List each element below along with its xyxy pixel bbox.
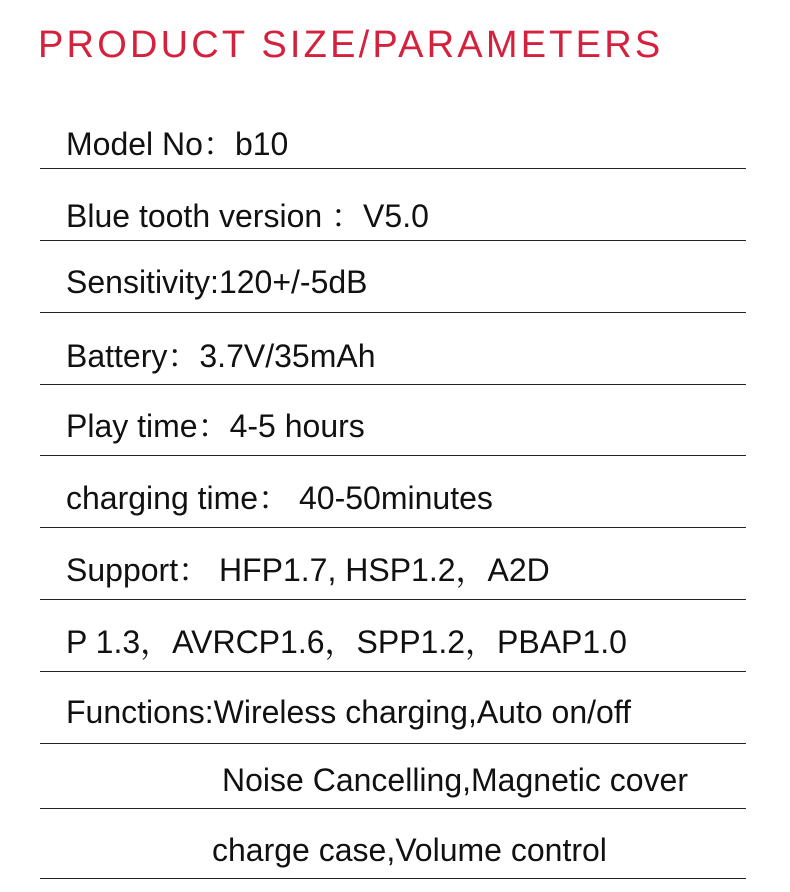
param-row-functions-2	[40, 756, 746, 809]
param-row-support-continued	[40, 616, 746, 672]
param-row-functions-3	[40, 826, 746, 879]
param-row-model	[40, 120, 746, 169]
param-support-continued: P 1.3，AVRCP1.6，SPP1.2，PBAP1.0	[66, 624, 627, 660]
param-functions: Functions:Wireless charging,Auto on/off	[66, 694, 632, 730]
param-sensitivity: Sensitivity:120+/-5dB	[66, 264, 368, 300]
param-row-play-time	[40, 400, 746, 456]
param-functions-line3: charge case,Volume control	[212, 832, 607, 868]
param-play-time: Play time：4-5 hours	[66, 408, 365, 444]
param-battery: Battery：3.7V/35mAh	[66, 338, 376, 374]
page-title: PRODUCT SIZE/PARAMETERS	[38, 24, 664, 66]
param-row-battery	[40, 330, 746, 385]
param-row-bluetooth	[40, 192, 746, 241]
param-charging-time: charging time： 40-50minutes	[66, 480, 493, 516]
param-row-charging-time	[40, 472, 746, 528]
param-row-support	[40, 544, 746, 600]
param-bluetooth-version: Blue tooth version ：V5.0	[66, 198, 429, 234]
param-functions-line2: Noise Cancelling,Magnetic cover	[222, 762, 688, 798]
param-support: Support： HFP1.7, HSP1.2，A2D	[66, 552, 550, 588]
param-row-sensitivity	[40, 256, 746, 313]
param-model: Model No：b10	[66, 126, 289, 162]
param-row-functions	[40, 686, 746, 744]
